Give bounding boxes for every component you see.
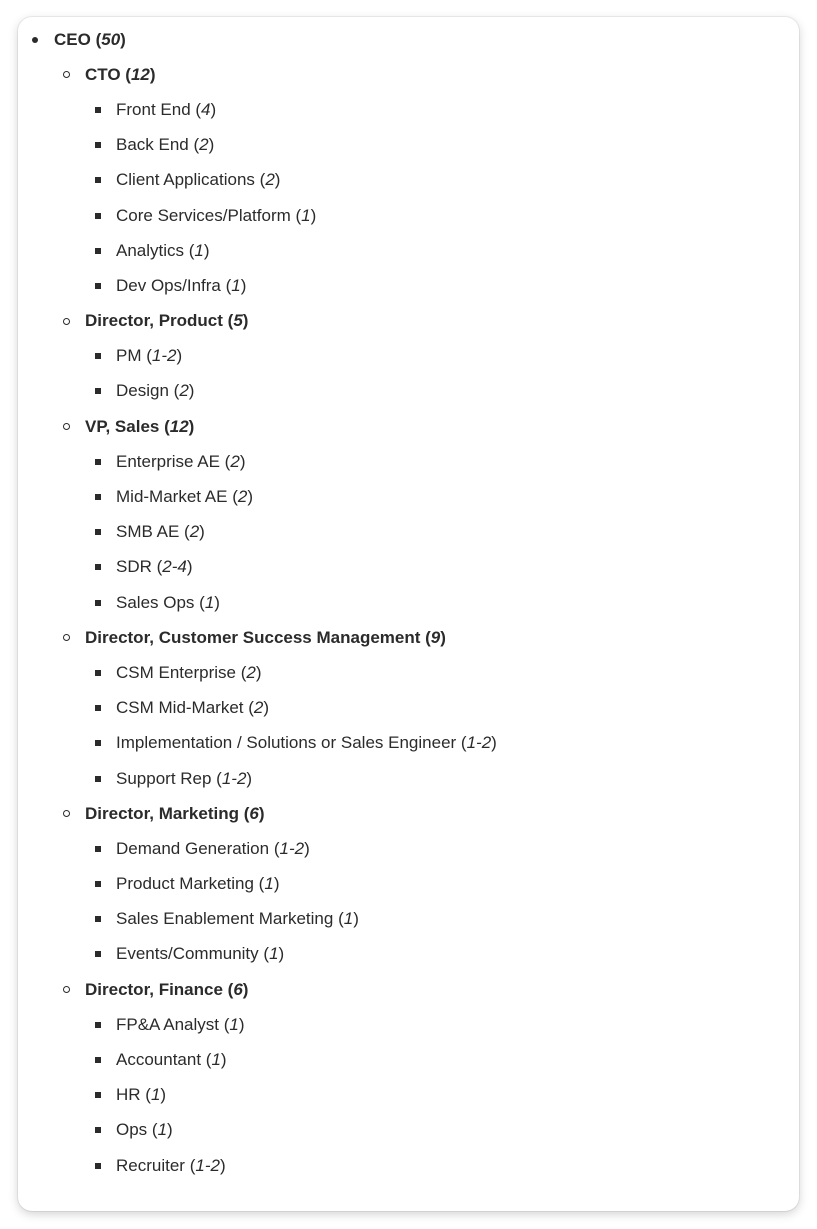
item-count: 1-2 xyxy=(151,346,177,366)
role-item xyxy=(18,339,799,374)
item-text: Director, Finance (6) xyxy=(85,979,249,999)
role-item xyxy=(18,1007,799,1042)
item-count: 1 xyxy=(301,205,311,225)
item-text: Enterprise AE (2) xyxy=(116,451,246,471)
square-bullet-icon xyxy=(95,564,101,570)
department-item xyxy=(18,57,799,92)
circle-bullet-icon xyxy=(63,986,70,993)
role-item xyxy=(18,655,799,690)
role-item xyxy=(18,902,799,937)
item-count: 12 xyxy=(169,416,189,436)
item-label: Sales Ops xyxy=(116,592,195,612)
item-label: Front End xyxy=(116,99,191,119)
item-label: CEO xyxy=(54,29,91,49)
item-label: PM xyxy=(116,346,142,366)
role-item xyxy=(18,867,799,902)
item-count: 5 xyxy=(233,311,243,331)
item-count: 1-2 xyxy=(195,1155,220,1175)
item-count: 1 xyxy=(229,1014,239,1034)
role-item xyxy=(18,831,799,866)
square-bullet-icon xyxy=(95,353,101,359)
item-text: Director, Product (5) xyxy=(85,311,249,331)
circle-bullet-icon xyxy=(63,71,70,78)
circle-bullet-icon xyxy=(63,318,70,325)
circle-bullet-icon xyxy=(63,634,70,641)
item-text: Mid-Market AE (2) xyxy=(116,487,254,507)
item-label: FP&A Analyst xyxy=(116,1014,219,1034)
square-bullet-icon xyxy=(95,951,101,957)
square-bullet-icon xyxy=(95,705,101,711)
role-item xyxy=(18,1042,799,1077)
role-item xyxy=(18,691,799,726)
item-text: Director, Customer Success Management (9) xyxy=(85,627,446,647)
department-item xyxy=(18,304,799,339)
item-label: CSM Enterprise xyxy=(116,662,236,682)
role-item xyxy=(18,761,799,796)
department-item xyxy=(18,409,799,444)
item-text: Design (2) xyxy=(116,381,195,401)
item-text: Analytics (1) xyxy=(116,240,210,260)
department-item xyxy=(18,972,799,1007)
item-label: Recruiter xyxy=(116,1155,185,1175)
item-label: Enterprise AE xyxy=(116,451,220,471)
item-label: Back End xyxy=(116,135,189,155)
square-bullet-icon xyxy=(95,881,101,887)
item-label: Accountant xyxy=(116,1050,202,1070)
item-count: 1 xyxy=(269,944,279,964)
item-count: 1 xyxy=(204,592,215,612)
item-text: Director, Marketing (6) xyxy=(85,803,265,823)
item-label: Director, Product xyxy=(85,311,223,331)
item-count: 6 xyxy=(233,979,243,999)
item-count: 1 xyxy=(264,874,274,894)
item-label: Demand Generation xyxy=(116,838,270,858)
square-bullet-icon xyxy=(95,107,101,113)
item-count: 2 xyxy=(253,698,264,718)
square-bullet-icon xyxy=(95,776,101,782)
item-text: FP&A Analyst (1) xyxy=(116,1014,245,1034)
org-outline-list xyxy=(18,22,799,1183)
item-label: Product Marketing xyxy=(116,874,254,894)
item-count: 1-2 xyxy=(221,768,247,788)
item-label: Sales Enablement Marketing xyxy=(116,909,334,929)
item-count: 2 xyxy=(230,451,240,471)
item-text: SDR (2-4) xyxy=(116,557,193,577)
square-bullet-icon xyxy=(95,529,101,535)
square-bullet-icon xyxy=(95,600,101,606)
role-item xyxy=(18,937,799,972)
role-item xyxy=(18,374,799,409)
square-bullet-icon xyxy=(95,916,101,922)
item-text: CEO (50) xyxy=(54,29,126,49)
role-item xyxy=(18,163,799,198)
item-count: 12 xyxy=(130,64,150,84)
role-item xyxy=(18,479,799,514)
item-text: Dev Ops/Infra (1) xyxy=(116,275,247,295)
item-count: 1-2 xyxy=(279,838,305,858)
square-bullet-icon xyxy=(95,459,101,465)
item-label: Ops xyxy=(116,1120,148,1140)
item-count: 2 xyxy=(179,381,189,401)
item-text: Demand Generation (1-2) xyxy=(116,838,310,858)
square-bullet-icon xyxy=(95,213,101,219)
role-item xyxy=(18,198,799,233)
item-label: Core Services/Platform xyxy=(116,205,291,225)
item-label: VP, Sales xyxy=(85,416,160,436)
disc-bullet-icon xyxy=(32,37,38,43)
item-label: CSM Mid-Market xyxy=(116,698,244,718)
item-text: Sales Ops (1) xyxy=(116,592,220,612)
item-count: 2 xyxy=(199,135,209,155)
circle-bullet-icon xyxy=(63,810,70,817)
role-item xyxy=(18,233,799,268)
item-label: SMB AE xyxy=(116,522,180,542)
item-label: Events/Community xyxy=(116,944,259,964)
item-text: Product Marketing (1) xyxy=(116,874,280,894)
item-count: 1 xyxy=(343,909,354,929)
item-count: 1-2 xyxy=(466,733,492,753)
root-item xyxy=(18,22,799,57)
item-text: CSM Mid-Market (2) xyxy=(116,698,270,718)
item-label: Director, Customer Success Management xyxy=(85,627,421,647)
item-text: PM (1-2) xyxy=(116,346,183,366)
role-item xyxy=(18,585,799,620)
org-outline-card xyxy=(18,17,799,1211)
item-label: Dev Ops/Infra xyxy=(116,275,221,295)
item-text: CSM Enterprise (2) xyxy=(116,662,262,682)
item-label: Director, Finance xyxy=(85,979,223,999)
square-bullet-icon xyxy=(95,1163,101,1169)
item-text: CTO (12) xyxy=(85,64,156,84)
item-text: Core Services/Platform (1) xyxy=(116,205,317,225)
item-label: CTO xyxy=(85,64,121,84)
item-text: Back End (2) xyxy=(116,135,215,155)
square-bullet-icon xyxy=(95,846,101,852)
department-item xyxy=(18,620,799,655)
item-count: 2 xyxy=(237,487,248,507)
role-item xyxy=(18,1078,799,1113)
role-item xyxy=(18,1148,799,1183)
item-text: Recruiter (1-2) xyxy=(116,1155,226,1175)
item-text: Accountant (1) xyxy=(116,1050,227,1070)
item-label: Client Applications xyxy=(116,170,255,190)
square-bullet-icon xyxy=(95,283,101,289)
item-count: 9 xyxy=(430,627,441,647)
item-text: VP, Sales (12) xyxy=(85,416,195,436)
item-label: HR xyxy=(116,1085,141,1105)
item-count: 2 xyxy=(189,522,200,542)
square-bullet-icon xyxy=(95,740,101,746)
role-item xyxy=(18,726,799,761)
role-item xyxy=(18,92,799,127)
square-bullet-icon xyxy=(95,248,101,254)
square-bullet-icon xyxy=(95,142,101,148)
role-item xyxy=(18,515,799,550)
item-label: SDR xyxy=(116,557,152,577)
circle-bullet-icon xyxy=(63,423,70,430)
role-item xyxy=(18,128,799,163)
item-count: 2 xyxy=(246,662,256,682)
department-item xyxy=(18,796,799,831)
item-text: Sales Enablement Marketing (1) xyxy=(116,909,359,929)
item-label: Mid-Market AE xyxy=(116,487,228,507)
item-label: Implementation / Solutions or Sales Engineer xyxy=(116,733,457,753)
square-bullet-icon xyxy=(95,1022,101,1028)
item-text: Support Rep (1-2) xyxy=(116,768,253,788)
item-count: 50 xyxy=(101,29,121,49)
item-text: Client Applications (2) xyxy=(116,170,281,190)
square-bullet-icon xyxy=(95,388,101,394)
item-text: Events/Community (1) xyxy=(116,944,285,964)
item-count: 1 xyxy=(194,240,204,260)
item-count: 1 xyxy=(150,1085,161,1105)
item-text: HR (1) xyxy=(116,1085,167,1105)
square-bullet-icon xyxy=(95,177,101,183)
item-text: Implementation / Solutions or Sales Engineer (1-2) xyxy=(116,733,497,753)
role-item xyxy=(18,1113,799,1148)
role-item xyxy=(18,268,799,303)
item-count: 4 xyxy=(201,99,211,119)
item-label: Analytics xyxy=(116,240,185,260)
item-label: Design xyxy=(116,381,169,401)
item-label: Support Rep xyxy=(116,768,212,788)
role-item xyxy=(18,444,799,479)
item-count: 2-4 xyxy=(162,557,187,577)
square-bullet-icon xyxy=(95,494,101,500)
item-count: 2 xyxy=(265,170,275,190)
square-bullet-icon xyxy=(95,1057,101,1063)
item-count: 1 xyxy=(231,275,241,295)
square-bullet-icon xyxy=(95,1127,101,1133)
item-label: Director, Marketing xyxy=(85,803,239,823)
item-text: Front End (4) xyxy=(116,99,217,119)
item-text: Ops (1) xyxy=(116,1120,173,1140)
item-count: 6 xyxy=(249,803,259,823)
square-bullet-icon xyxy=(95,1092,101,1098)
item-text: SMB AE (2) xyxy=(116,522,205,542)
item-count: 1 xyxy=(157,1120,168,1140)
item-count: 1 xyxy=(211,1050,221,1070)
role-item xyxy=(18,550,799,585)
square-bullet-icon xyxy=(95,670,101,676)
